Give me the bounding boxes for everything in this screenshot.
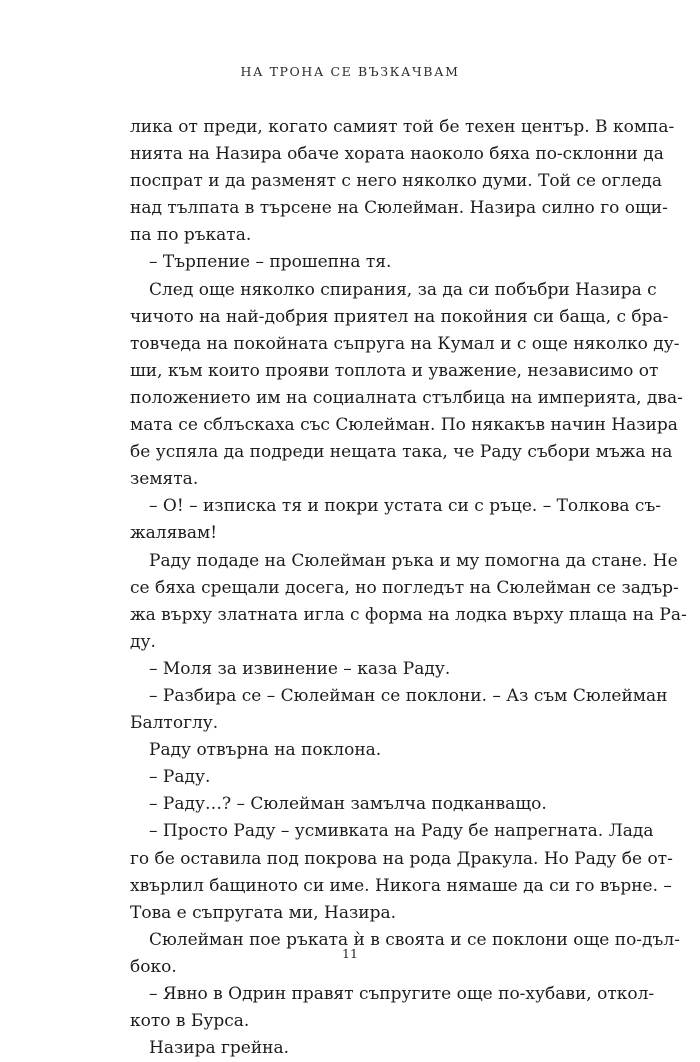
page-number: 11 [342, 946, 358, 961]
text-line: – Явно в Одрин правят съпругите още по-хубави, откол- [149, 984, 655, 1004]
running-header: НА ТРОНА СЕ ВЪЗКАЧВАМ [240, 64, 460, 79]
text-line: жалявам! [130, 523, 218, 544]
text-line: боко. [130, 956, 177, 977]
text-line: – Раду…? – Сюлейман замълча подканващо. [149, 794, 547, 815]
text-line: Раду подаде на Сюлейман ръка и му помогна да стане. Не [149, 550, 678, 571]
text-line: земята. [130, 469, 199, 490]
text-line: поспрат и да разменят с него няколко думи. Той се огледа [130, 171, 662, 192]
body-text [130, 114, 687, 1062]
text-line: След още няколко спирания, за да си побъбри Назира с [149, 279, 657, 300]
text-line: – Раду. [149, 767, 211, 788]
text-line: товчеда на покойната съпруга на Кумал и с още няколко ду- [130, 333, 680, 354]
text-line: па по ръката. [130, 225, 252, 246]
text-line: хвърлил бащиното си име. Никога нямаше да си го върне. – [130, 875, 672, 896]
text-line: чичото на най-добрия приятел на покойния си баща, с бра- [130, 306, 669, 327]
text-line: – Просто Раду – усмивката на Раду бе напрегната. Лада [149, 821, 654, 842]
text-line: Това е съпругата ми, Назира. [130, 902, 397, 923]
text-line: над тълпата в търсене на Сюлейман. Назира силно го ощи- [130, 198, 668, 219]
text-line: Сюлейман пое ръката ѝ в своята и се поклони още по-дъл- [149, 929, 680, 950]
text-line: – О! – изписка тя и покри устата си с ръце. – Толкова съ- [149, 496, 662, 517]
text-line: се бяха срещали досега, но погледът на Сюлейман се задър- [130, 577, 679, 598]
text-line: Раду отвърна на поклона. [149, 740, 382, 761]
text-line: лика от преди, когато самият той бе техен център. В компа- [130, 117, 675, 137]
text-line: Назира грейна. [149, 1038, 290, 1059]
text-line: – Разбира се – Сюлейман се поклони. – Аз съм Сюлейман [149, 685, 668, 706]
text-line: нията на Назира обаче хората наоколо бяха по-склонни да [130, 144, 664, 165]
text-line: жа върху златната игла с форма на лодка върху плаща на Ра- [130, 604, 687, 625]
text-line: кото в Бурса. [130, 1011, 250, 1032]
text-line: – Моля за извинение – каза Раду. [149, 658, 451, 679]
text-line: – Търпение – прошепна тя. [149, 252, 392, 273]
text-line: ду. [130, 631, 156, 652]
text-line: положението им на социалната стълбица на империята, два- [130, 387, 683, 408]
text-line: ши, към които прояви топлота и уважение, независимо от [130, 360, 659, 381]
text-line: мата се сблъскаха със Сюлейман. По някакъв начин Назира [130, 415, 678, 436]
text-line: Балтоглу. [130, 713, 219, 734]
text-line: бе успяла да подреди нещата така, че Раду събори мъжа на [130, 442, 673, 463]
text-line: го бе оставила под покрова на рода Дракула. Но Раду бе от- [130, 848, 673, 869]
